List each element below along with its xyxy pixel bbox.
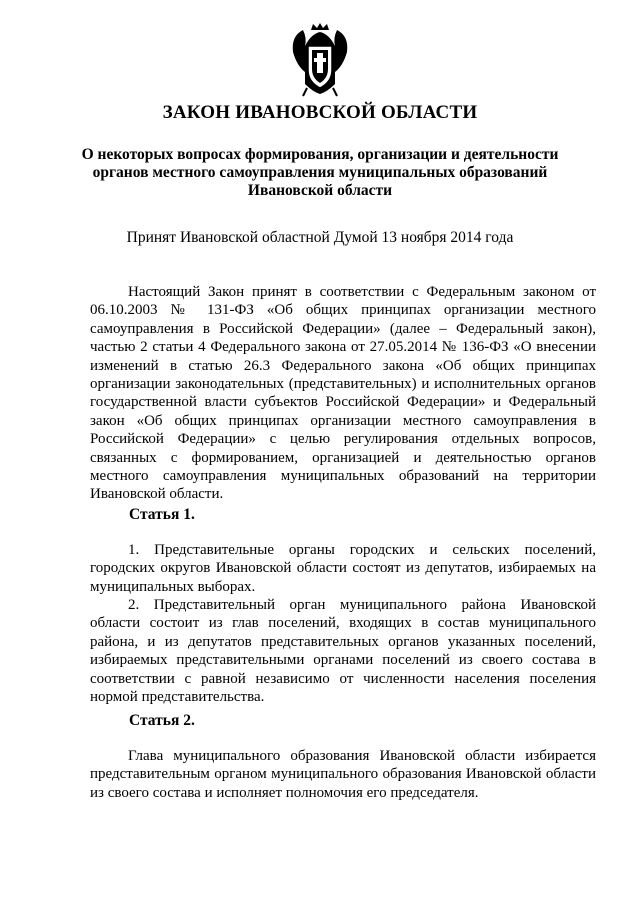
article-2-paragraph-1: Глава муниципального образования Ивановской области избирается представительным органом муниципального образования Ивановской области из своего состава и исполняет полномочия его председателя. xyxy=(90,748,596,801)
coat-of-arms-icon xyxy=(289,22,351,98)
document-subtitle xyxy=(60,146,580,200)
article-1-paragraph-1: 1. Представительные органы городских и сельских поселений, городских округов Ивановской области состоят из депутатов, избираемых на муниципальных выборах. xyxy=(90,542,596,595)
adoption-note: Принят Ивановской областной Думой 13 ноября 2014 года xyxy=(126,229,514,246)
subtitle-line: О некоторых вопросах формирования, организации и деятельности xyxy=(81,146,559,163)
subtitle-line: Ивановской области xyxy=(247,182,393,199)
article-1-paragraph-2: 2. Представительный орган муниципального района Ивановской области состоит из глав поселений, входящих в состав муниципального района, и из депутатов представительных органов указанных поселений, избираемых представительными органами поселений из своего состава в соответствии с равной независимо от численности населения поселения нормой представительства. xyxy=(90,597,596,706)
article-1-heading: Статья 1. xyxy=(129,506,195,523)
preamble-paragraph: Настоящий Закон принят в соответствии с Федеральным законом от 06.10.2003 № 131-ФЗ «Об общих принципах организации местного самоуправления в Российской Федерации» (далее – Федеральный закон), частью 2 статьи 4 Федерального закона от 27.05.2014 № 136-ФЗ «О внесении изменений в статью 26.3 Федерального закона «Об общих принципах организации законодательных (представительных) и исполнительных органов государственной власти субъектов Российской Федерации» и Федеральный закон «Об общих принципах организации местного самоуправления в Российской Федерации» с целью регулирования отдельных вопросов, связанных с формированием, организацией и деятельностью органов местного самоуправления муниципальных образований на территории Ивановской области. xyxy=(90,284,596,503)
subtitle-line: органов местного самоуправления муниципальных образований xyxy=(92,164,548,181)
article-2-heading: Статья 2. xyxy=(129,712,195,729)
document-title: ЗАКОН ИВАНОВСКОЙ ОБЛАСТИ xyxy=(162,102,478,123)
